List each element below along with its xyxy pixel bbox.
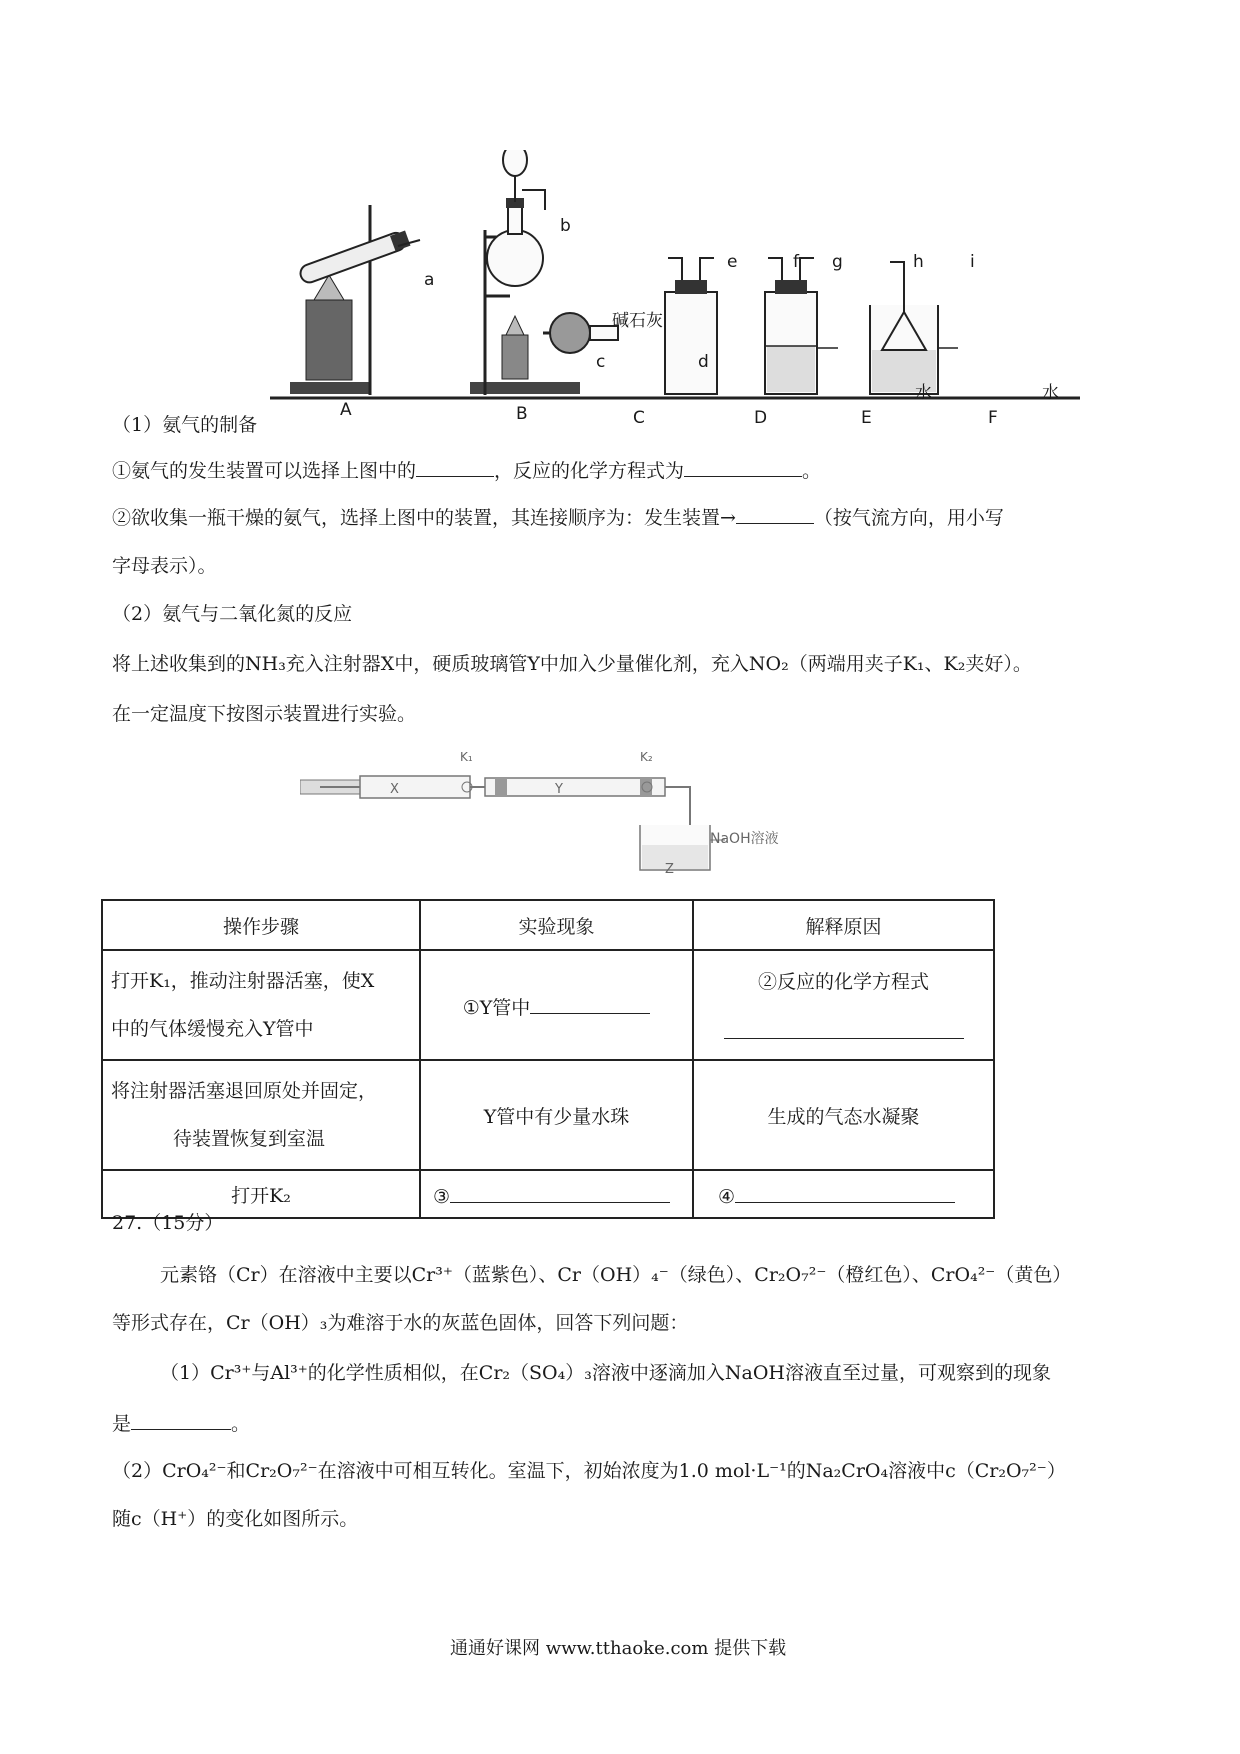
blank-equation[interactable]: [684, 454, 802, 477]
experiment-table: [101, 899, 995, 1219]
table-row: [102, 1060, 994, 1170]
port-f: f: [793, 252, 799, 272]
syringe-setup-figure: [300, 750, 980, 890]
soda-lime-label: 碱石灰: [612, 311, 663, 331]
port-b: b: [560, 216, 571, 236]
port-g: g: [832, 252, 843, 272]
reason-cell: ④: [693, 1170, 994, 1218]
blank-k2-phenomenon[interactable]: [450, 1180, 670, 1203]
label-C: C: [633, 408, 645, 428]
port-h: h: [913, 252, 924, 272]
blank-connection-order[interactable]: [736, 501, 814, 524]
part1-q2-cont: 字母表示）。: [112, 555, 217, 577]
part2-line1: 将上述收集到的NH₃充入注射器X中，硬质玻璃管Y中加入少量催化剂，充入NO₂（两端用夹子K₁、K₂夹好）。: [112, 653, 1032, 675]
apparatus-figure: [270, 150, 1090, 440]
part1-title: （1）氨气的制备: [112, 414, 258, 436]
part2-title: （2）氨气与二氧化氮的反应: [112, 603, 353, 625]
step-cell: 打开K₂: [102, 1170, 420, 1218]
q27-sub2: （2）CrO₄²⁻和Cr₂O₇²⁻在溶液中可相互转化。室温下，初始浓度为1.0 mol·L⁻¹的Na₂CrO₄溶液中c（Cr₂O₇²⁻）: [112, 1460, 1066, 1482]
port-i: i: [970, 252, 975, 272]
header-cell: 操作步骤: [102, 900, 420, 950]
blank-k2-reason[interactable]: [735, 1180, 955, 1203]
label-D: D: [754, 408, 768, 428]
blank-generator[interactable]: [416, 454, 494, 477]
label-K1: K₁: [460, 750, 473, 764]
step-cell: 打开K₁，推动注射器活塞，使X 中的气体缓慢充入Y管中: [102, 950, 420, 1060]
label-Z: Z: [665, 862, 674, 877]
label-E: E: [861, 408, 872, 428]
step-cell: 将注射器活塞退回原处并固定， 待装置恢复到室温: [102, 1060, 420, 1170]
q27-heading: 27.（15分）: [112, 1212, 224, 1234]
table-header-row: [102, 900, 994, 950]
port-a: a: [424, 270, 435, 290]
port-c: c: [596, 352, 606, 372]
header-cell: 解释原因: [693, 900, 994, 950]
blank-reaction-equation[interactable]: [724, 1016, 964, 1039]
phenomenon-cell: Y管中有少量水珠: [420, 1060, 693, 1170]
water-label-F: 水: [1042, 383, 1059, 403]
port-d: d: [698, 352, 709, 372]
label-F: F: [988, 408, 998, 428]
blank-phenomenon[interactable]: [131, 1407, 231, 1430]
phenomenon-cell: ①Y管中: [420, 950, 693, 1060]
q27-para2: 等形式存在，Cr（OH）₃为难溶于水的灰蓝色固体，回答下列问题：: [112, 1312, 689, 1334]
label-B: B: [516, 404, 528, 424]
reason-cell: ②反应的化学方程式: [693, 950, 994, 1060]
part1-q1: ①氨气的发生装置可以选择上图中的 ，反应的化学方程式为 。: [112, 454, 821, 485]
q27-sub1-cont: 是 。: [112, 1407, 250, 1438]
part1-q2: ②欲收集一瓶干燥的氨气，选择上图中的装置，其连接顺序为：发生装置→ （按气流方向，用小写: [112, 501, 1004, 532]
q27-para1: 元素铬（Cr）在溶液中主要以Cr³⁺（蓝紫色）、Cr（OH）₄⁻（绿色）、Cr₂O₇²⁻（橙红色）、CrO₄²⁻（黄色）: [160, 1264, 1072, 1286]
blank-y-tube[interactable]: [530, 991, 650, 1014]
port-e: e: [727, 252, 738, 272]
water-label-E: 水: [915, 383, 932, 403]
q27-sub1: （1）Cr³⁺与Al³⁺的化学性质相似，在Cr₂（SO₄）₃溶液中逐滴加入NaOH溶液直至过量，可观察到的现象: [160, 1362, 1051, 1384]
label-X: X: [390, 782, 399, 797]
reason-cell: 生成的气态水凝聚: [693, 1060, 994, 1170]
phenomenon-cell: ③: [420, 1170, 693, 1218]
label-A: A: [340, 400, 352, 420]
part2-line2: 在一定温度下按图示装置进行实验。: [112, 703, 417, 725]
header-cell: 实验现象: [420, 900, 693, 950]
table-row: [102, 950, 994, 1060]
label-K2: K₂: [640, 750, 653, 764]
table-row: [102, 1170, 994, 1218]
q27-sub2-cont: 随c（H⁺）的变化如图所示。: [112, 1508, 359, 1530]
label-naoh: NaOH溶液: [710, 831, 779, 847]
page-footer: 通通好课网 www.tthaoke.com 提供下载: [450, 1638, 787, 1659]
label-Y: Y: [555, 782, 563, 797]
